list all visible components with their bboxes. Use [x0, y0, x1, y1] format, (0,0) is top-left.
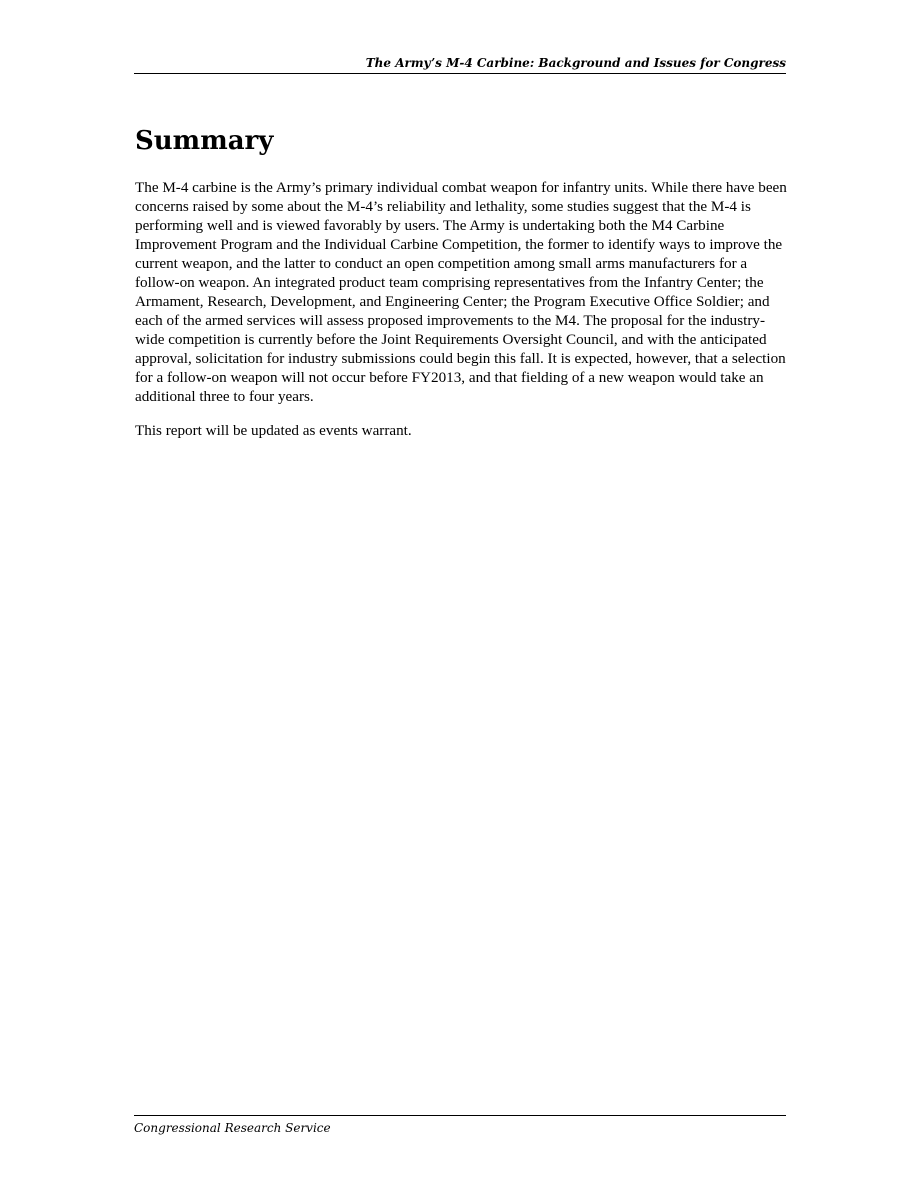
- summary-paragraph-1: The M-4 carbine is the Army’s primary individual combat weapon for infantry units. While there have been concerns raised by some about the M-4’s reliability and lethality, some studies suggest that the M-4 is performing well and is viewed favorably by users. The Army is undertaking both the M4 Carbine Improvement Program and the Individual Carbine Competition, the former to identify ways to improve the current weapon, and the latter to conduct an open competition among small arms manufacturers for a follow-on weapon. An integrated product team comprising representatives from the Infantry Center; the Armament, Research, Development, and Engineering Center; the Program Executive Office Soldier; and each of the armed services will assess proposed improvements to the M4. The proposal for the industry-wide competition is currently before the Joint Requirements Oversight Council, and with the anticipated approval, solicitation for industry submissions could begin this fall. It is expected, however, that a selection for a follow-on weapon will not occur before FY2013, and that fielding of a new weapon would take an additional three to four years.: [135, 179, 787, 405]
- running-footer: [134, 1115, 786, 1136]
- summary-paragraph-2: This report will be updated as events warrant.: [135, 422, 412, 439]
- summary-heading: Summary: [135, 126, 274, 156]
- running-header-title: The Army’s M-4 Carbine: Background and Issues for Congress: [365, 56, 786, 70]
- footer-organization: Congressional Research Service: [134, 1121, 331, 1135]
- summary-body: [135, 178, 787, 455]
- running-header: [134, 55, 786, 74]
